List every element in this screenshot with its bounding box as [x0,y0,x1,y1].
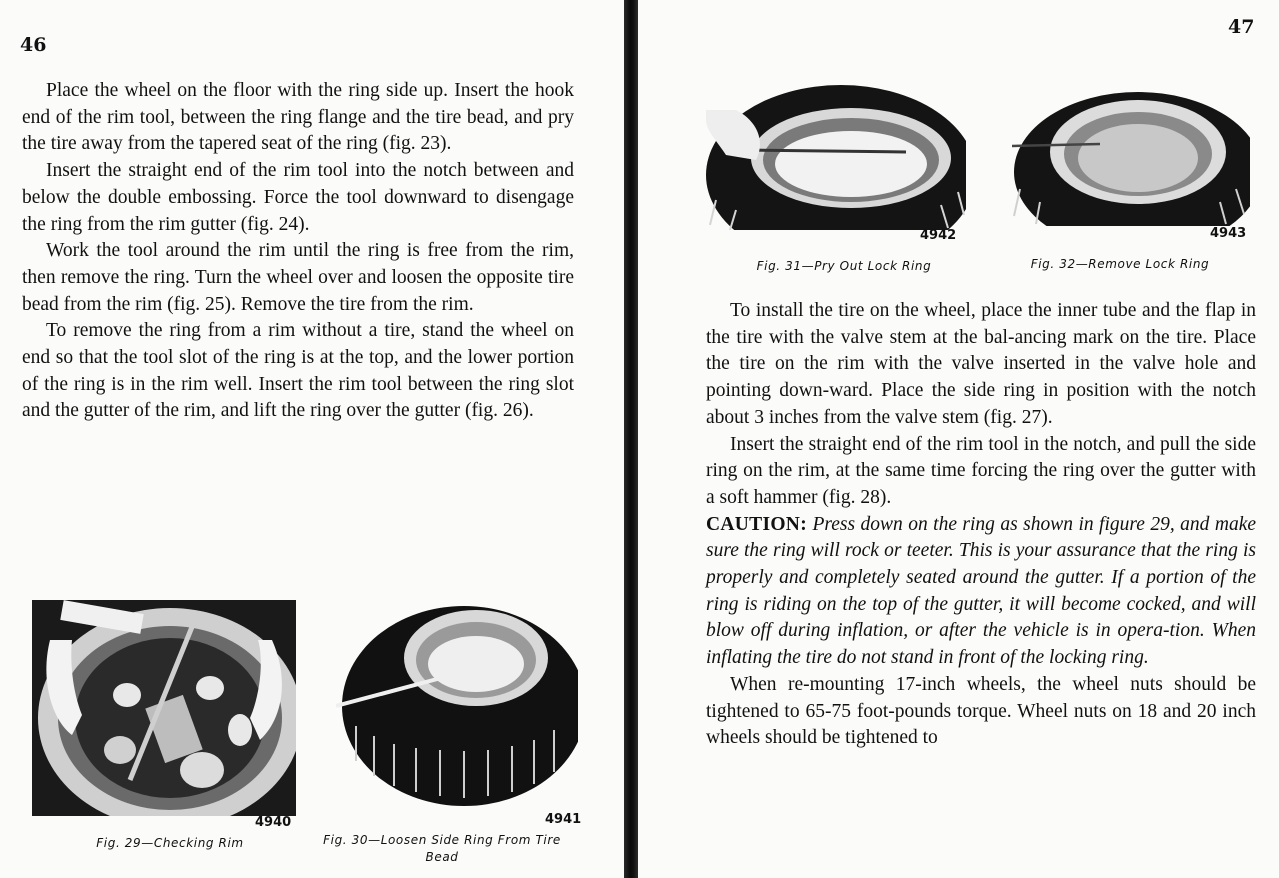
figure-number: 4941 [545,812,582,827]
right-page [638,0,1279,878]
paragraph: To remove the ring from a rim without a tire, stand the wheel on end so that the tool slot of the ring is at the top, and the lower portion of the ring is in the rim well. Insert the rim tool between the ring slot and the gutter of the rim, and lift the ring over the gutter (fig. 26). [22,320,574,422]
paragraph: When re-mounting 17-inch wheels, the wheel nuts should be tightened to 65-75 foot-pounds torque. Wheel nuts on 18 and 20 inch wheels should be tightened to [706,673,1256,749]
paragraph: Place the wheel on the floor with the ring side up. Insert the hook end of the rim tool, between the ring flange and the tire bead, and pry the tire away from the tapered seat of the ring (fig. 23). [22,80,574,155]
figure-checking-rim-photo [32,600,296,816]
page-number: 47 [1228,16,1255,38]
figure-number: 4942 [920,228,957,243]
figure-caption: Fig. 31—Pry Out Lock Ring [756,259,932,273]
left-body-text [22,78,574,425]
figure-number: 4943 [1210,226,1247,241]
figure-remove-lock-ring-photo [1000,84,1250,226]
caution-label: CAUTION: [706,513,807,535]
figure-number: 4940 [255,815,292,830]
paragraph: Work the tool around the rim until the ring is free from the rim, then remove the ring. Turn the wheel over and loosen the opposite tire bead from the rim (fig. 25). Remove the tire from the rim. [22,240,574,315]
figure-loosen-side-ring-photo [336,596,578,806]
paragraph: Insert the straight end of the rim tool into the notch between and below the double embossing. Force the tool downward to disengage the ring from the rim gutter (fig. 24). [22,160,574,235]
left-page [0,0,626,878]
paragraph: Insert the straight end of the rim tool in the notch, and pull the side ring on the rim, at the same time forcing the ring over the gutter with a soft hammer (fig. 28). [706,433,1256,508]
figure-caption: Fig. 29—Checking Rim [96,836,244,850]
right-body-text [706,298,1256,752]
figure-caption: Fig. 32—Remove Lock Ring [1030,257,1210,271]
paragraph: To install the tire on the wheel, place the inner tube and the flap in the tire with the valve stem at the bal-ancing mark on the tire. Place the tire on the rim with the valve inserted in the valve hole and pointing down-ward. Place the side ring in position with the notch about 3 inches from the valve stem (fig. 27). [706,300,1256,428]
caution-text: Press down on the ring as shown in figure 29, and make sure the ring will rock or teeter. This is your assurance that the ring is properly and completely seated around the gutter. If a portion of the ring is riding on the top of the gutter, it will become cocked, and will blow off during inflation, or after the vehicle is in opera-tion. When inflating the tire do not stand in front of the locking ring. [706,513,1257,669]
page-number: 46 [20,34,47,56]
figure-pry-out-lock-ring-photo [706,80,966,230]
caution-paragraph [706,512,1256,672]
figure-caption: Fig. 30—Loosen Side Ring From Tire Bead [323,833,561,864]
